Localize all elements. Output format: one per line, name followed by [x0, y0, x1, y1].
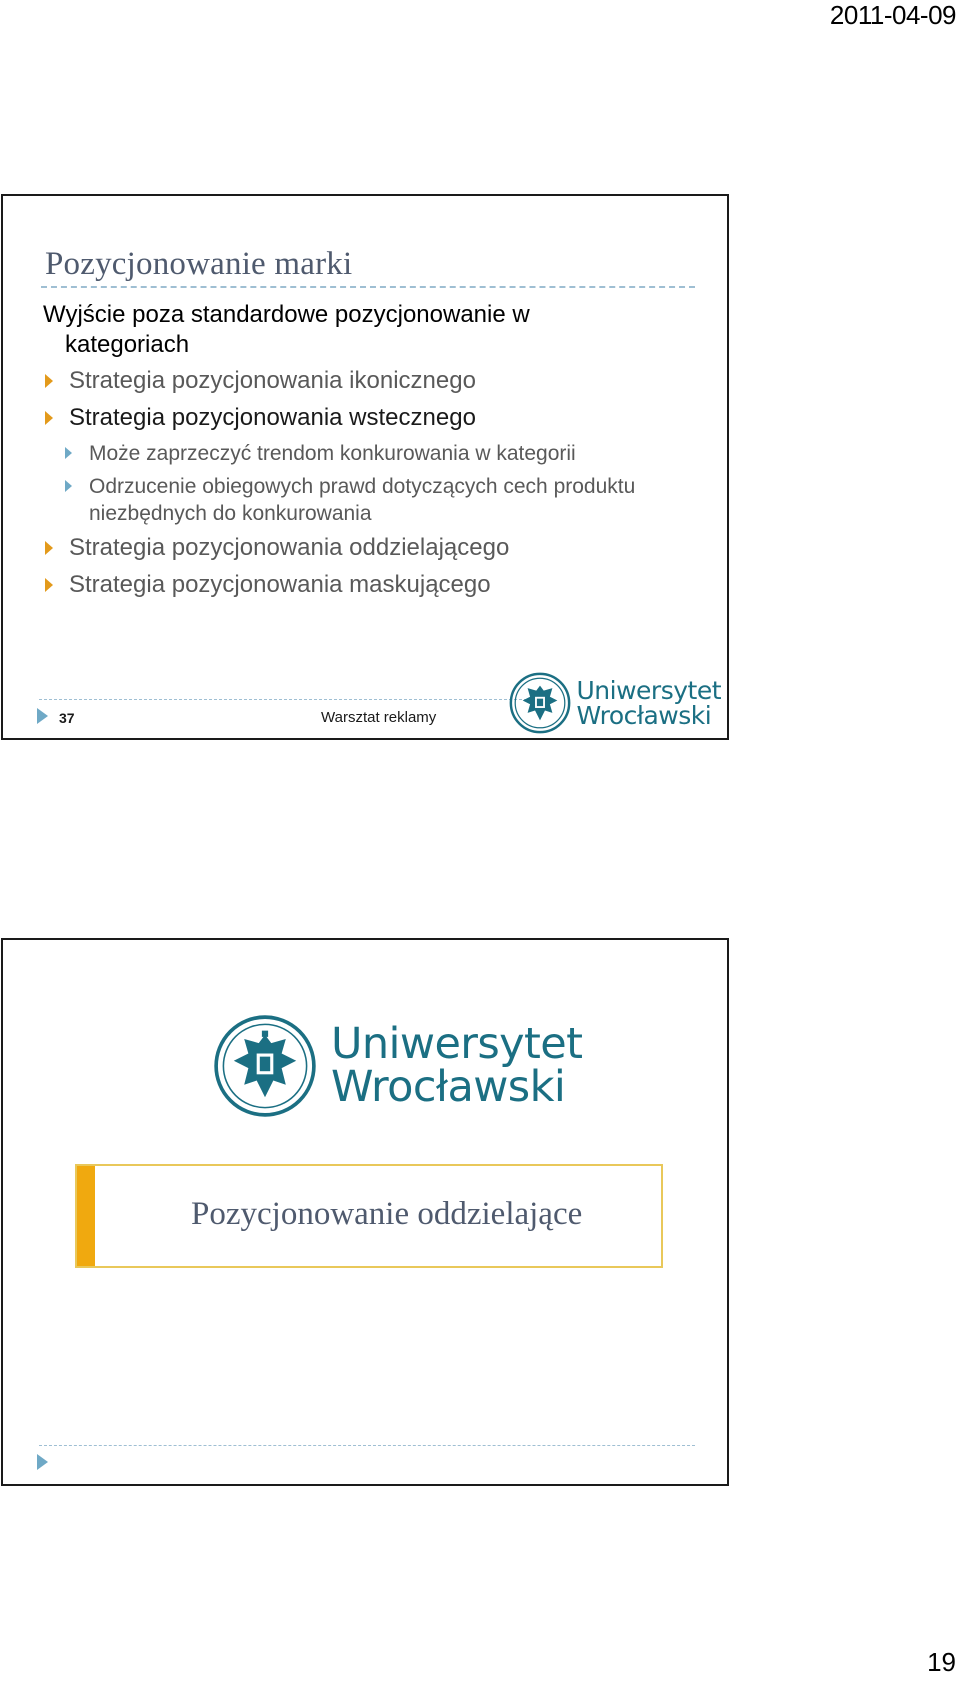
- slide-title: Pozycjonowanie marki: [45, 246, 353, 282]
- university-crest-icon: [213, 1014, 317, 1118]
- bullet-arrow-icon: [45, 374, 53, 388]
- logo-line-1: Uniwersytet: [576, 676, 721, 705]
- section-accent-bar: [77, 1166, 95, 1266]
- sub-bullet-arrow-icon: [65, 480, 72, 492]
- sub-bullet-text: Odrzucenie obiegowych prawd dotyczących cech produktu niezbędnych do konkurowania: [89, 475, 636, 525]
- page-number: 19: [927, 1647, 956, 1677]
- logo-wordmark: [331, 1019, 583, 1112]
- footer-arrow-icon: [37, 1454, 48, 1470]
- sub-bullet-rejection: [43, 473, 703, 527]
- logo-line-2: Wrocławski: [331, 1062, 566, 1112]
- bullet-text: Strategia pozycjonowania wstecznego: [69, 404, 476, 431]
- bullet-arrow-icon: [45, 411, 53, 425]
- footer-text: Warsztat reklamy: [321, 709, 437, 726]
- university-logo: [213, 1014, 582, 1118]
- bullet-arrow-icon: [45, 578, 53, 592]
- logo-line-2: Wrocławski: [576, 701, 712, 730]
- bullet-separating: [43, 533, 703, 563]
- section-title: Pozycjonowanie oddzielające: [191, 1196, 583, 1232]
- sub-bullet-text: Może zaprzeczyć trendom konkurowania w kategorii: [89, 442, 576, 465]
- footer-arrow-icon: [37, 708, 48, 724]
- sub-bullet-trends: [43, 440, 703, 467]
- logo-wordmark: [577, 678, 722, 728]
- bullet-text: Strategia pozycjonowania ikonicznego: [69, 367, 476, 394]
- bullet-backward: [43, 403, 703, 433]
- slide-content: [43, 300, 703, 607]
- bullet-iconic: [43, 366, 703, 396]
- page-date: 2011-04-09: [829, 0, 956, 30]
- bullet-text: Strategia pozycjonowania oddzielającego: [69, 534, 510, 561]
- footer-divider: [39, 699, 527, 700]
- lead-text: [43, 300, 703, 360]
- lead-line-2: kategoriach: [65, 331, 190, 358]
- bullet-text: Strategia pozycjonowania maskującego: [69, 571, 491, 598]
- slide-number: 37: [59, 710, 75, 726]
- slide-section: [1, 938, 729, 1486]
- sub-bullet-arrow-icon: [65, 447, 72, 459]
- footer-divider: [39, 1445, 695, 1446]
- title-divider: [41, 286, 695, 288]
- university-crest-icon: [509, 672, 571, 734]
- lead-line-1: Wyjście poza standardowe pozycjonowanie w: [43, 301, 530, 328]
- university-logo: [509, 672, 722, 734]
- bullet-arrow-icon: [45, 541, 53, 555]
- slide-37: [1, 194, 729, 740]
- section-title-box: [75, 1164, 663, 1268]
- bullet-masking: [43, 570, 703, 600]
- logo-line-1: Uniwersytet: [331, 1019, 583, 1069]
